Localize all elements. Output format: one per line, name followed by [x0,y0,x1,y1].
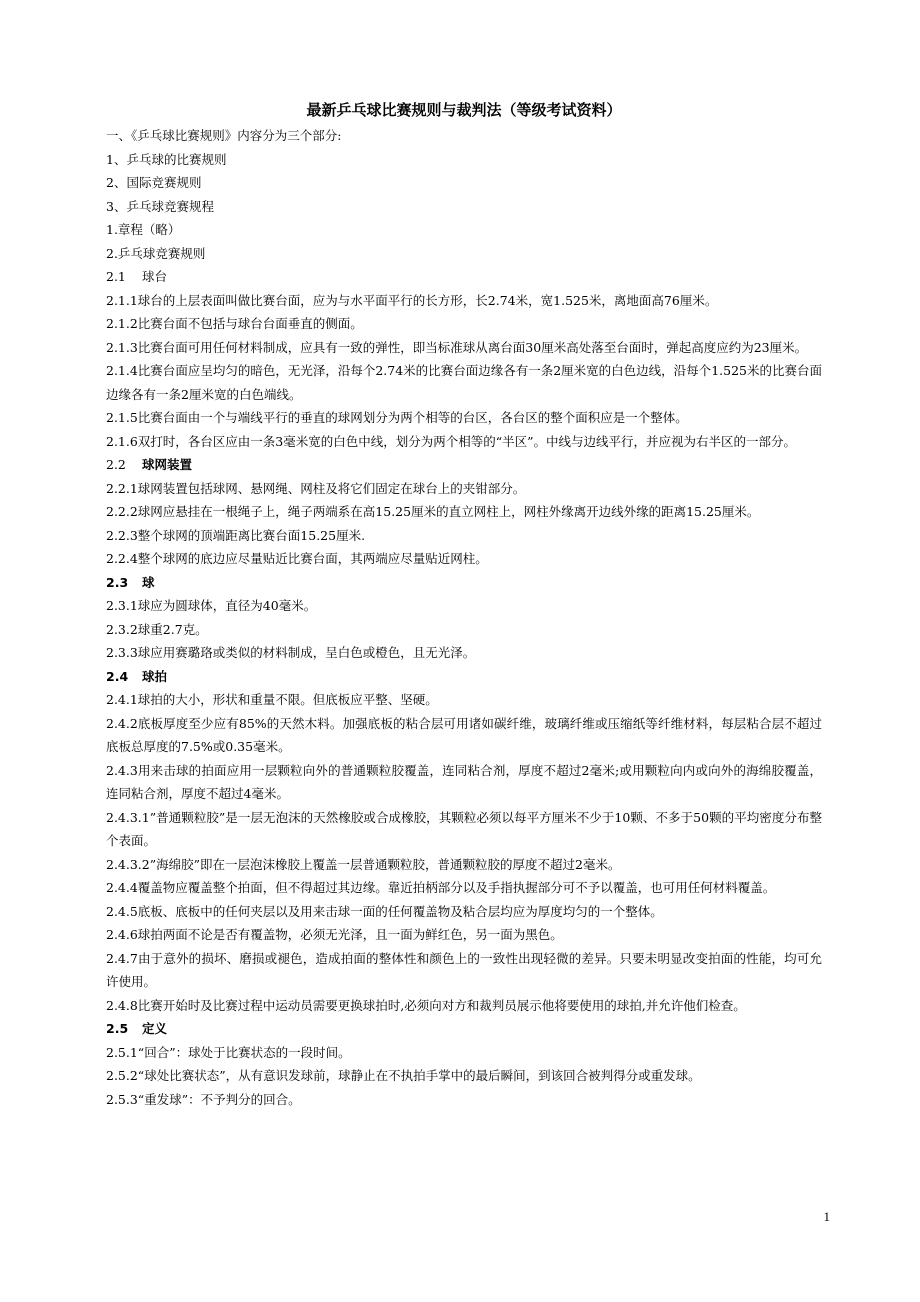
rule-2-1-3: 2.1.3比赛台面可用任何材料制成，应具有一致的弹性，即当标准球从离台面30厘米高处落至台面时，弹起高度应约为23厘米。 [106,339,808,355]
rule-2-2-4: 2.2.4整个球网的底边应尽量贴近比赛台面，其两端应尽量贴近网柱。 [106,551,488,566]
section-heading-2-1 [106,265,822,289]
paragraph-competition-rules: 2.乒乓球竞赛规则 [106,245,206,261]
rule-2-4-3-2: 2.4.3.2”海绵胶”即在一层泡沫橡胶上覆盖一层普通颗粒胶，普通颗粒胶的厚度不超过2毫米。 [106,856,621,872]
section-title: 球网装置 [142,457,193,472]
rule-2-1-6: 2.1.6双打时，各台区应由一条3毫米宽的白色中线，划分为两个相等的“半区”。中线与边线平行，并应视为右半区的一部分。 [106,433,797,449]
paragraph-intro: 一、《乒乓球比赛规则》内容分为三个部分: [106,128,342,143]
paragraph-charter: 1.章程（略） [106,222,181,237]
rule-2-2-3: 2.2.3整个球网的顶端距离比赛台面15.25厘米. [106,527,366,543]
rule-2-1-5: 2.1.5比赛台面由一个与端线平行的垂直的球网划分为两个相等的台区，各台区的整个面积应是一个整体。 [106,410,688,425]
rule-2-4-3-1: 2.4.3.1”普通颗粒胶”是一层无泡沫的天然橡胶或合成橡胶，其颗粒必须以每平方厘米不少于10颗、不多于50颗的平均密度分布整个表面。 [106,809,822,848]
section-title: 球 [142,574,155,590]
document-title: 最新乒乓球比赛规则与裁判法（等级考试资料） [306,101,622,119]
section-title: 球拍 [142,668,168,684]
rule-2-1-1: 2.1.1球台的上层表面叫做比赛台面，应为与水平面平行的长方形，长2.74米，宽1.525米，离地面高76厘米。 [106,292,718,308]
section-heading-2-3 [106,571,822,595]
section-heading-2-5 [106,1017,822,1041]
paragraph-part-1: 1、乒乓球的比赛规则 [106,151,227,167]
section-title: 球台 [142,269,168,284]
rule-2-4-7: 2.4.7由于意外的损坏、磨损或褪色，造成拍面的整体性和颜色上的一致性出现轻微的差异。只要未明显改变拍面的性能，均可允许使用。 [106,950,822,989]
rule-2-5-2: 2.5.2“球处比赛状态”，从有意识发球前，球静止在不执拍手掌中的最后瞬间，到该回合被判得分或重发球。 [106,1068,701,1083]
page-number: 1 [823,1209,830,1224]
rule-2-4-3: 2.4.3用来击球的拍面应用一层颗粒向外的普通颗粒胶覆盖，连同粘合剂，厚度不超过2毫米;或用颗粒向内或向外的海绵胶覆盖，连同粘合剂，厚度不超过4毫米。 [106,762,822,801]
section-number: 2.3 [106,574,129,590]
section-title: 定义 [142,1021,168,1036]
rule-2-3-3: 2.3.3球应用赛璐珞或类似的材料制成，呈白色或橙色，且无光泽。 [106,645,476,660]
rule-2-4-8: 2.4.8比赛开始时及比赛过程中运动员需要更换球拍时,必须向对方和裁判员展示他将要使用的球拍,并允许他们检查。 [106,997,746,1013]
rule-2-1-2: 2.1.2比赛台面不包括与球台台面垂直的侧面。 [106,316,363,331]
section-number: 2.5 [106,1021,129,1036]
rule-2-1-4: 2.1.4比赛台面应呈均匀的暗色，无光泽，沿每个2.74米的比赛台面边缘各有一条2厘米宽的白色边线，沿每个1.525米的比赛台面边缘各有一条2厘米宽的白色端线。 [106,363,822,402]
section-number: 2.1 [106,269,126,284]
rule-2-5-1: 2.5.1“回合”：球处于比赛状态的一段时间。 [106,1044,351,1060]
rule-2-3-2: 2.3.2球重2.7克。 [106,621,208,637]
section-number: 2.2 [106,457,126,472]
rule-2-5-3: 2.5.3“重发球”：不予判分的回合。 [106,1091,301,1107]
paragraph-part-3: 3、乒乓球竞赛规程 [106,198,214,214]
section-heading-2-2 [106,453,822,477]
document-body [106,124,822,1111]
rule-2-2-1: 2.2.1球网装置包括球网、悬网绳、网柱及将它们固定在球台上的夹钳部分。 [106,480,526,496]
rule-2-3-1: 2.3.1球应为圆球体，直径为40毫米。 [106,598,317,613]
rule-2-4-1: 2.4.1球拍的大小，形状和重量不限。但底板应平整、坚硬。 [106,692,438,707]
paragraph-part-2: 2、国际竞赛规则 [106,175,202,190]
rule-2-4-2: 2.4.2底板厚度至少应有85%的天然木料。加强底板的粘合层可用诸如碳纤维，玻璃纤维或压缩纸等纤维材料，每层粘合层不超过底板总厚度的7.5%或0.35毫米。 [106,715,822,754]
rule-2-4-6: 2.4.6球拍两面不论是否有覆盖物，必须无光泽，且一面为鲜红色，另一面为黑色。 [106,927,563,942]
section-number: 2.4 [106,668,129,684]
rule-2-4-5: 2.4.5底板、底板中的任何夹层以及用来击球一面的任何覆盖物及粘合层均应为厚度均匀的一个整体。 [106,903,663,919]
rule-2-4-4: 2.4.4覆盖物应覆盖整个拍面，但不得超过其边缘。靠近拍柄部分以及手指执握部分可不予以覆盖，也可用任何材料覆盖。 [106,880,776,895]
section-heading-2-4 [106,665,822,689]
rule-2-2-2: 2.2.2球网应悬挂在一根绳子上，绳子两端系在高15.25厘米的直立网柱上，网柱外缘离开边线外缘的距离15.25厘米。 [106,504,760,519]
